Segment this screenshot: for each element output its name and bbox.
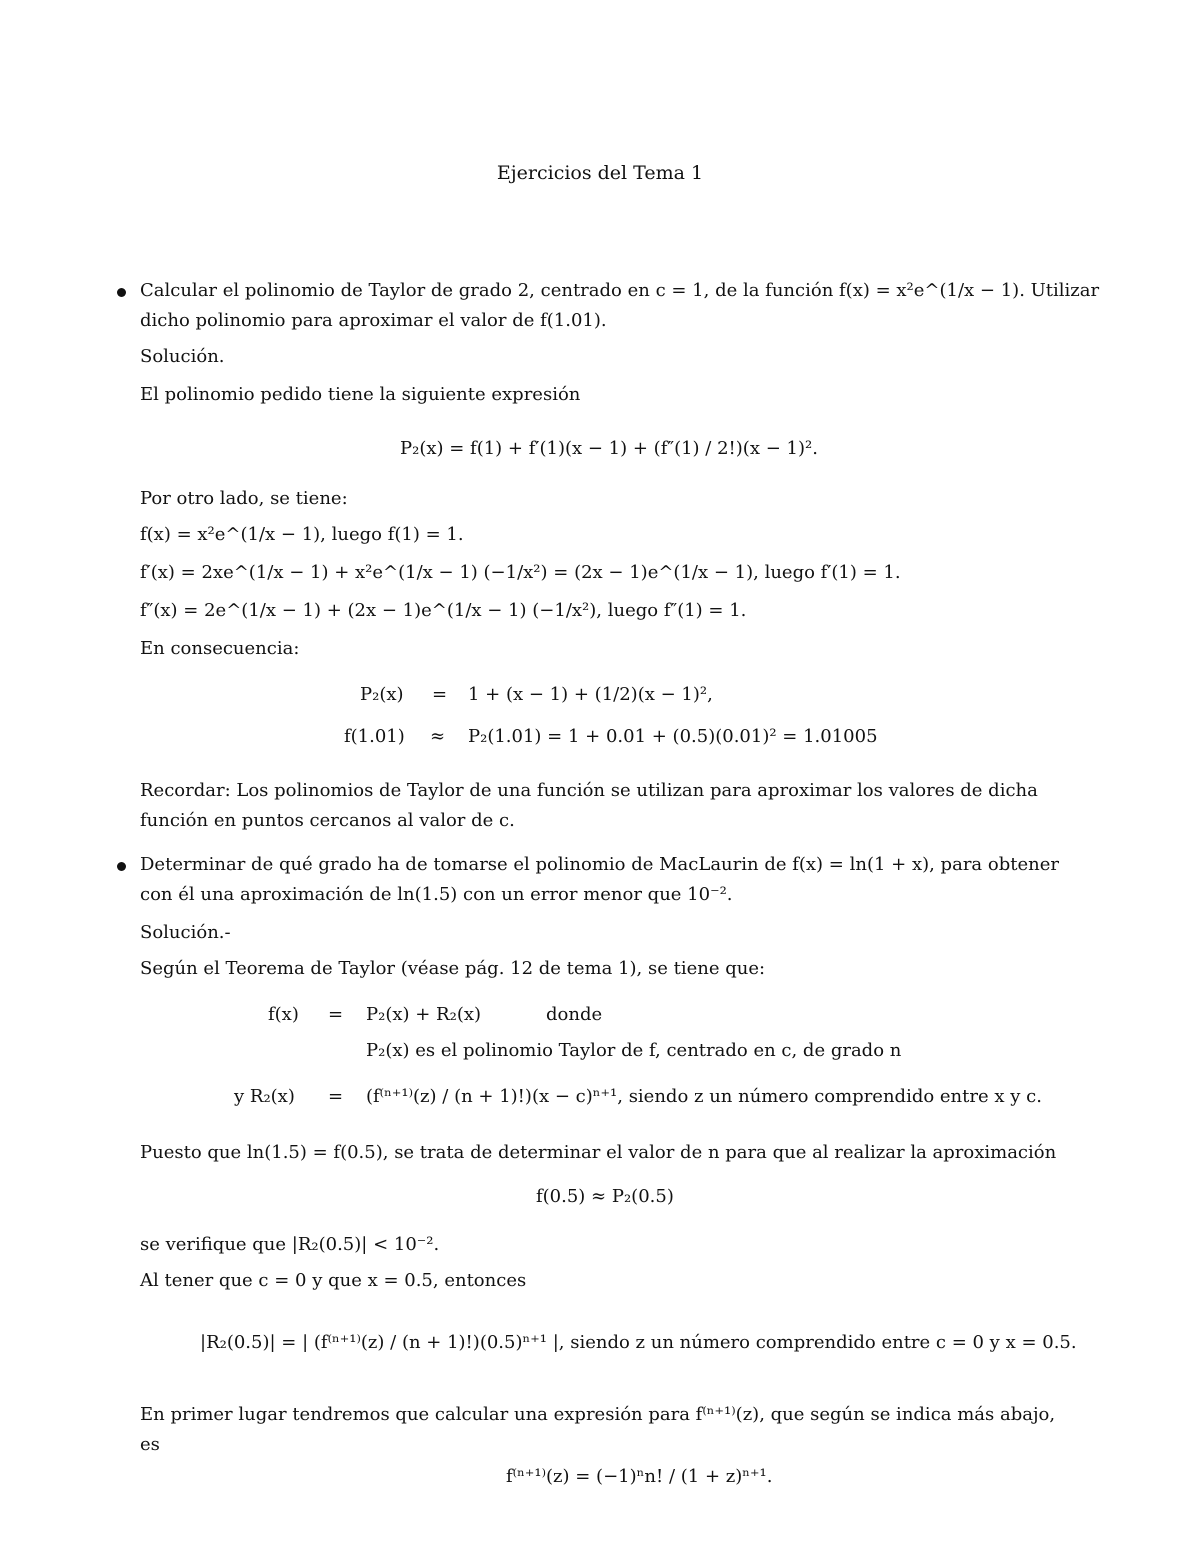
f-first-derivative-line: f′(x) = 2xe^(1/x − 1) + x²e^(1/x − 1) (−1/x²) = (2x − 1)e^(1/x − 1), luego f′(1) = 1.	[140, 562, 901, 583]
eq1-operator: =	[432, 684, 448, 705]
since-line: Puesto que ln(1.5) = f(0.5), se trata de determinar el valor de n para que al realizar la aproximación	[140, 1142, 1057, 1163]
exercise-1-intro: El polinomio pedido tiene la siguiente expresión	[140, 384, 581, 405]
given-line: Al tener que c = 0 y que x = 0.5, entonces	[140, 1270, 527, 1291]
eqA-operator: =	[328, 1004, 344, 1025]
exercise-1-statement-line-1: Calcular el polinomio de Taylor de grado 2, centrado en c = 1, de la función f(x) = x²e^(1/x − 1). Utilizar	[140, 280, 1100, 301]
verify-line: se verifique que |R₂(0.5)| < 10⁻².	[140, 1234, 440, 1255]
eqC-operator: =	[328, 1086, 344, 1107]
first-place-line-2: es	[140, 1434, 160, 1455]
eq2-lhs: f(1.01)	[344, 726, 405, 747]
page-title: Ejercicios del Tema 1	[496, 162, 704, 184]
bullet-exercise-1	[117, 288, 126, 297]
f-second-derivative-line: f″(x) = 2e^(1/x − 1) + (2x − 1)e^(1/x − 1) (−1/x²), luego f″(1) = 1.	[140, 600, 747, 621]
exercise-2-statement-line-1: Determinar de qué grado ha de tomarse el polinomio de MacLaurin de f(x) = ln(1 + x), para obtener	[140, 854, 1059, 875]
remainder-bound-equation: |R₂(0.5)| = | (f⁽ⁿ⁺¹⁾(z) / (n + 1)!)(0.5)ⁿ⁺¹ |, siendo z un número comprendido entre c = 0 y x = 0.5.	[200, 1332, 1077, 1353]
exercise-2-solution-label: Solución.-	[140, 922, 231, 943]
eqB-text: P₂(x) es el polinomio Taylor de f, centrado en c, de grado n	[366, 1040, 902, 1061]
eq2-operator: ≈	[430, 726, 446, 747]
eqC-rhs: (f⁽ⁿ⁺¹⁾(z) / (n + 1)!)(x − c)ⁿ⁺¹, siendo z un número comprendido entre x y c.	[366, 1086, 1042, 1107]
eqA-rhs: P₂(x) + R₂(x)	[366, 1004, 482, 1025]
consequence-text: En consecuencia:	[140, 638, 300, 659]
eq1-lhs: P₂(x)	[360, 684, 404, 705]
remember-line-2: función en puntos cercanos al valor de c.	[140, 810, 515, 831]
taylor-polynomial-formula: P₂(x) = f(1) + f′(1)(x − 1) + (f″(1) / 2!)(x − 1)².	[400, 438, 818, 459]
bullet-exercise-2	[117, 862, 126, 871]
remember-line-1: Recordar: Los polinomios de Taylor de una función se utilizan para aproximar los valores de dicha	[140, 780, 1038, 801]
eqC-lhs: y R₂(x)	[234, 1086, 295, 1107]
derivative-formula: f⁽ⁿ⁺¹⁾(z) = (−1)ⁿn! / (1 + z)ⁿ⁺¹.	[506, 1466, 773, 1487]
exercise-1-solution-label: Solución.	[140, 346, 225, 367]
eqA-lhs: f(x)	[268, 1004, 299, 1025]
approximation-equation: f(0.5) ≈ P₂(0.5)	[536, 1186, 674, 1207]
eq2-rhs: P₂(1.01) = 1 + 0.01 + (0.5)(0.01)² = 1.01005	[468, 726, 878, 747]
eqA-note: donde	[546, 1004, 603, 1025]
first-place-line-1: En primer lugar tendremos que calcular una expresión para f⁽ⁿ⁺¹⁾(z), que según se indica más abajo,	[140, 1404, 1056, 1425]
f-definition-line: f(x) = x²e^(1/x − 1), luego f(1) = 1.	[140, 524, 464, 545]
other-side-text: Por otro lado, se tiene:	[140, 488, 348, 509]
eq1-rhs: 1 + (x − 1) + (1/2)(x − 1)²,	[468, 684, 713, 705]
taylor-theorem-reference: Según el Teorema de Taylor (véase pág. 12 de tema 1), se tiene que:	[140, 958, 766, 979]
exercise-1-statement-line-2: dicho polinomio para aproximar el valor de f(1.01).	[140, 310, 607, 331]
exercise-2-statement-line-2: con él una aproximación de ln(1.5) con un error menor que 10⁻².	[140, 884, 733, 905]
